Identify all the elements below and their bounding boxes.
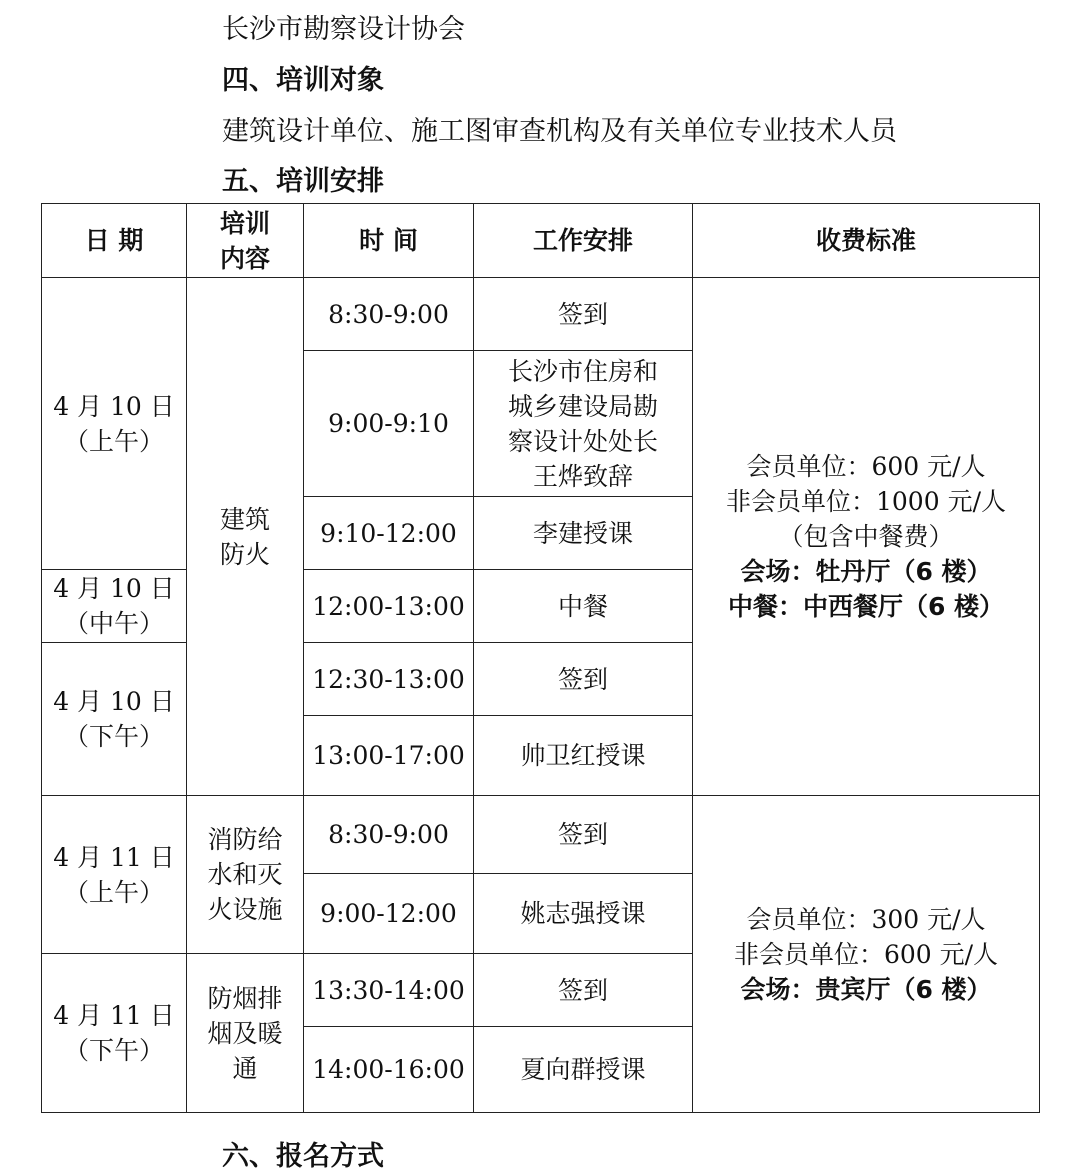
header-time: 时 间	[304, 204, 474, 278]
time-cell: 12:00-13:00	[304, 570, 474, 643]
work-cell: 签到	[474, 643, 693, 716]
date-cell: 4 月 10 日 （下午）	[42, 643, 187, 796]
date-cell: 4 月 10 日 （中午）	[42, 570, 187, 643]
time-cell: 8:30-9:00	[304, 278, 474, 351]
content-cell: 建筑 防火	[187, 278, 304, 796]
work-cell: 长沙市住房和 城乡建设局勘 察设计处处长 王烨致辞	[474, 351, 693, 497]
fee-cell: 会员单位：300 元/人 非会员单位：600 元/人 会场：贵宾厅（6 楼）	[693, 796, 1040, 1113]
time-cell: 13:00-17:00	[304, 716, 474, 796]
content-cell: 防烟排 烟及暖 通	[187, 954, 304, 1113]
fee-cell: 会员单位：600 元/人 非会员单位：1000 元/人 （包含中餐费） 会场：牡丹厅（6 楼） 中餐：中西餐厅（6 楼）	[693, 278, 1040, 796]
table-row	[42, 278, 1040, 351]
time-cell: 8:30-9:00	[304, 796, 474, 874]
work-cell: 签到	[474, 954, 693, 1027]
work-cell: 李建授课	[474, 497, 693, 570]
content-cell: 消防给 水和灭 火设施	[187, 796, 304, 954]
work-cell: 签到	[474, 278, 693, 351]
date-cell: 4 月 11 日 （上午）	[42, 796, 187, 954]
organizer-line: 长沙市勘察设计协会	[222, 14, 465, 45]
time-cell: 13:30-14:00	[304, 954, 474, 1027]
time-cell: 14:00-16:00	[304, 1027, 474, 1113]
work-cell: 签到	[474, 796, 693, 874]
time-cell: 12:30-13:00	[304, 643, 474, 716]
work-cell: 中餐	[474, 570, 693, 643]
work-cell: 夏向群授课	[474, 1027, 693, 1113]
time-cell: 9:10-12:00	[304, 497, 474, 570]
work-cell: 姚志强授课	[474, 874, 693, 954]
section-5-title: 五、培训安排	[222, 166, 384, 197]
time-cell: 9:00-9:10	[304, 351, 474, 497]
table-header-row	[42, 204, 1040, 278]
training-schedule-table	[41, 203, 1040, 1113]
header-date: 日 期	[42, 204, 187, 278]
header-work: 工作安排	[474, 204, 693, 278]
header-fee: 收费标准	[693, 204, 1040, 278]
section-6-title: 六、报名方式	[222, 1141, 384, 1172]
header-content: 培训 内容	[187, 204, 304, 278]
section-4-title: 四、培训对象	[222, 65, 384, 96]
date-cell: 4 月 10 日 （上午）	[42, 278, 187, 570]
work-cell: 帅卫红授课	[474, 716, 693, 796]
section-4-body: 建筑设计单位、施工图审查机构及有关单位专业技术人员	[222, 116, 897, 147]
time-cell: 9:00-12:00	[304, 874, 474, 954]
date-cell: 4 月 11 日 （下午）	[42, 954, 187, 1113]
table-row	[42, 796, 1040, 874]
